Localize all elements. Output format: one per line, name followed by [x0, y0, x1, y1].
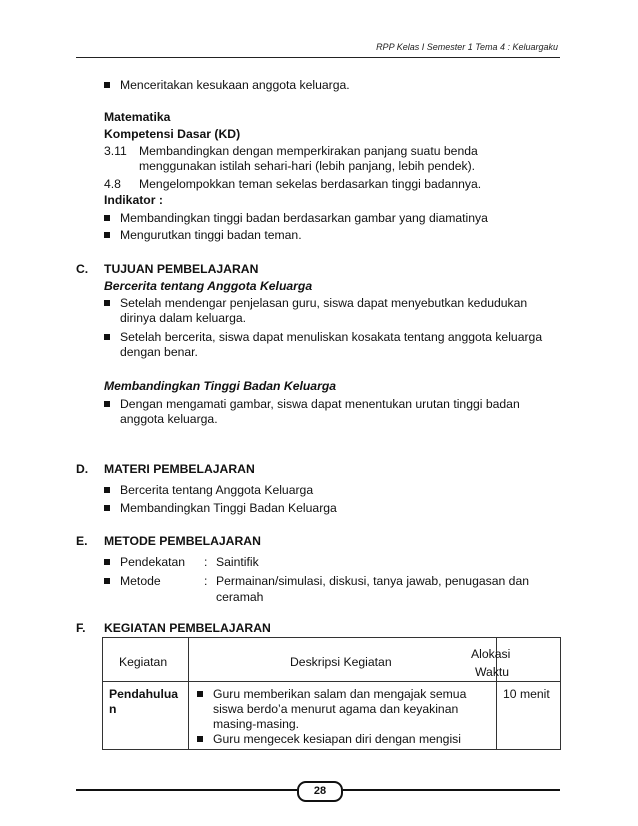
method-value: Permainan/simulasi, diskusi, tanya jawab, penugasan dan	[216, 574, 529, 588]
header-divider	[76, 57, 560, 58]
method-separator: :	[204, 574, 208, 588]
material-item: Membandingkan Tinggi Badan Keluarga	[120, 501, 337, 515]
bullet-square-icon	[197, 691, 203, 697]
method-separator: :	[204, 555, 208, 569]
activity-text: masing-masing.	[213, 717, 300, 731]
alokasi-cell	[497, 682, 561, 750]
table-header-row	[103, 638, 561, 682]
activity-text: siswa berdo’a menurut agama dan keyakinan	[213, 702, 459, 716]
section-title: MATERI PEMBELAJARAN	[104, 462, 255, 476]
bullet-square-icon	[104, 215, 110, 221]
running-header: RPP Kelas I Semester 1 Tema 4 : Keluargaku	[376, 42, 558, 52]
header-cell	[189, 638, 497, 682]
section-title: METODE PEMBELAJARAN	[104, 534, 261, 548]
alokasi-value: 10 menit	[503, 687, 550, 701]
kegiatan-cell	[103, 682, 189, 750]
method-value: ceramah	[216, 590, 264, 604]
bullet-square-icon	[104, 232, 110, 238]
kd-heading: Kompetensi Dasar (KD)	[104, 127, 241, 141]
intro-bullet-text: Menceritakan kesukaan anggota keluarga.	[120, 78, 350, 92]
section-letter: D.	[76, 462, 89, 476]
material-item: Bercerita tentang Anggota Keluarga	[120, 483, 314, 497]
header-cell	[471, 638, 561, 682]
bullet-square-icon	[104, 578, 110, 584]
bullet-square-icon	[197, 736, 203, 742]
subsection-title: Bercerita tentang Anggota Keluarga	[104, 279, 313, 293]
table-row	[103, 682, 561, 750]
kd-text: Mengelompokkan teman sekelas berdasarkan tinggi badannya.	[139, 177, 482, 191]
method-label: Metode	[120, 574, 161, 588]
section-letter: F.	[76, 621, 86, 635]
objective-text: dirinya dalam keluarga.	[120, 311, 247, 325]
kd-text: Membandingkan dengan memperkirakan panjang suatu benda	[139, 144, 478, 158]
method-value: Saintifik	[216, 555, 259, 569]
header-alokasi: Alokasi	[471, 647, 511, 661]
activity-text: Guru mengecek kesiapan diri dengan mengisi	[213, 732, 461, 746]
activity-text: Guru memberikan salam dan mengajak semua	[213, 687, 467, 701]
objective-text: Setelah bercerita, siswa dapat menuliskan kosakata tentang anggota keluarga	[120, 330, 543, 344]
activity-table	[102, 637, 561, 750]
objective-text: Setelah mendengar penjelasan guru, siswa dapat menyebutkan kedudukan	[120, 296, 528, 310]
section-title: TUJUAN PEMBELAJARAN	[104, 262, 259, 276]
bullet-square-icon	[104, 334, 110, 340]
footer-divider	[343, 789, 560, 791]
objective-text: anggota keluarga.	[120, 412, 218, 426]
deskripsi-cell	[189, 682, 497, 750]
objective-text: dengan benar.	[120, 345, 198, 359]
kd-text: menggunakan istilah sehari-hari (lebih panjang, lebih pendek).	[139, 159, 476, 173]
section-letter: C.	[76, 262, 89, 276]
kegiatan-name: Pendahulua	[109, 687, 179, 701]
footer-divider	[76, 789, 297, 791]
bullet-square-icon	[104, 559, 110, 565]
indikator-item: Membandingkan tinggi badan berdasarkan gambar yang diamatinya	[120, 211, 488, 225]
header-waktu: Waktu	[475, 665, 510, 679]
indikator-item: Mengurutkan tinggi badan teman.	[120, 228, 302, 242]
objective-text: Dengan mengamati gambar, siswa dapat menentukan urutan tinggi badan	[120, 397, 520, 411]
bullet-square-icon	[104, 487, 110, 493]
section-title: KEGIATAN PEMBELAJARAN	[104, 621, 271, 635]
section-letter: E.	[76, 534, 88, 548]
bullet-square-icon	[104, 300, 110, 306]
indikator-heading: Indikator :	[104, 193, 163, 207]
bullet-square-icon	[104, 82, 110, 88]
bullet-square-icon	[104, 401, 110, 407]
kegiatan-name: n	[109, 702, 117, 716]
subsection-title: Membandingkan Tinggi Badan Keluarga	[104, 379, 337, 393]
kd-number: 4.8	[104, 177, 121, 191]
header-cell	[103, 638, 189, 682]
subject-heading: Matematika	[104, 110, 171, 124]
header-deskripsi: Deskripsi Kegiatan	[290, 655, 392, 669]
page-number: 28	[297, 781, 343, 802]
method-label: Pendekatan	[120, 555, 186, 569]
bullet-square-icon	[104, 505, 110, 511]
header-kegiatan: Kegiatan	[119, 655, 168, 669]
kd-number: 3.11	[104, 144, 127, 158]
